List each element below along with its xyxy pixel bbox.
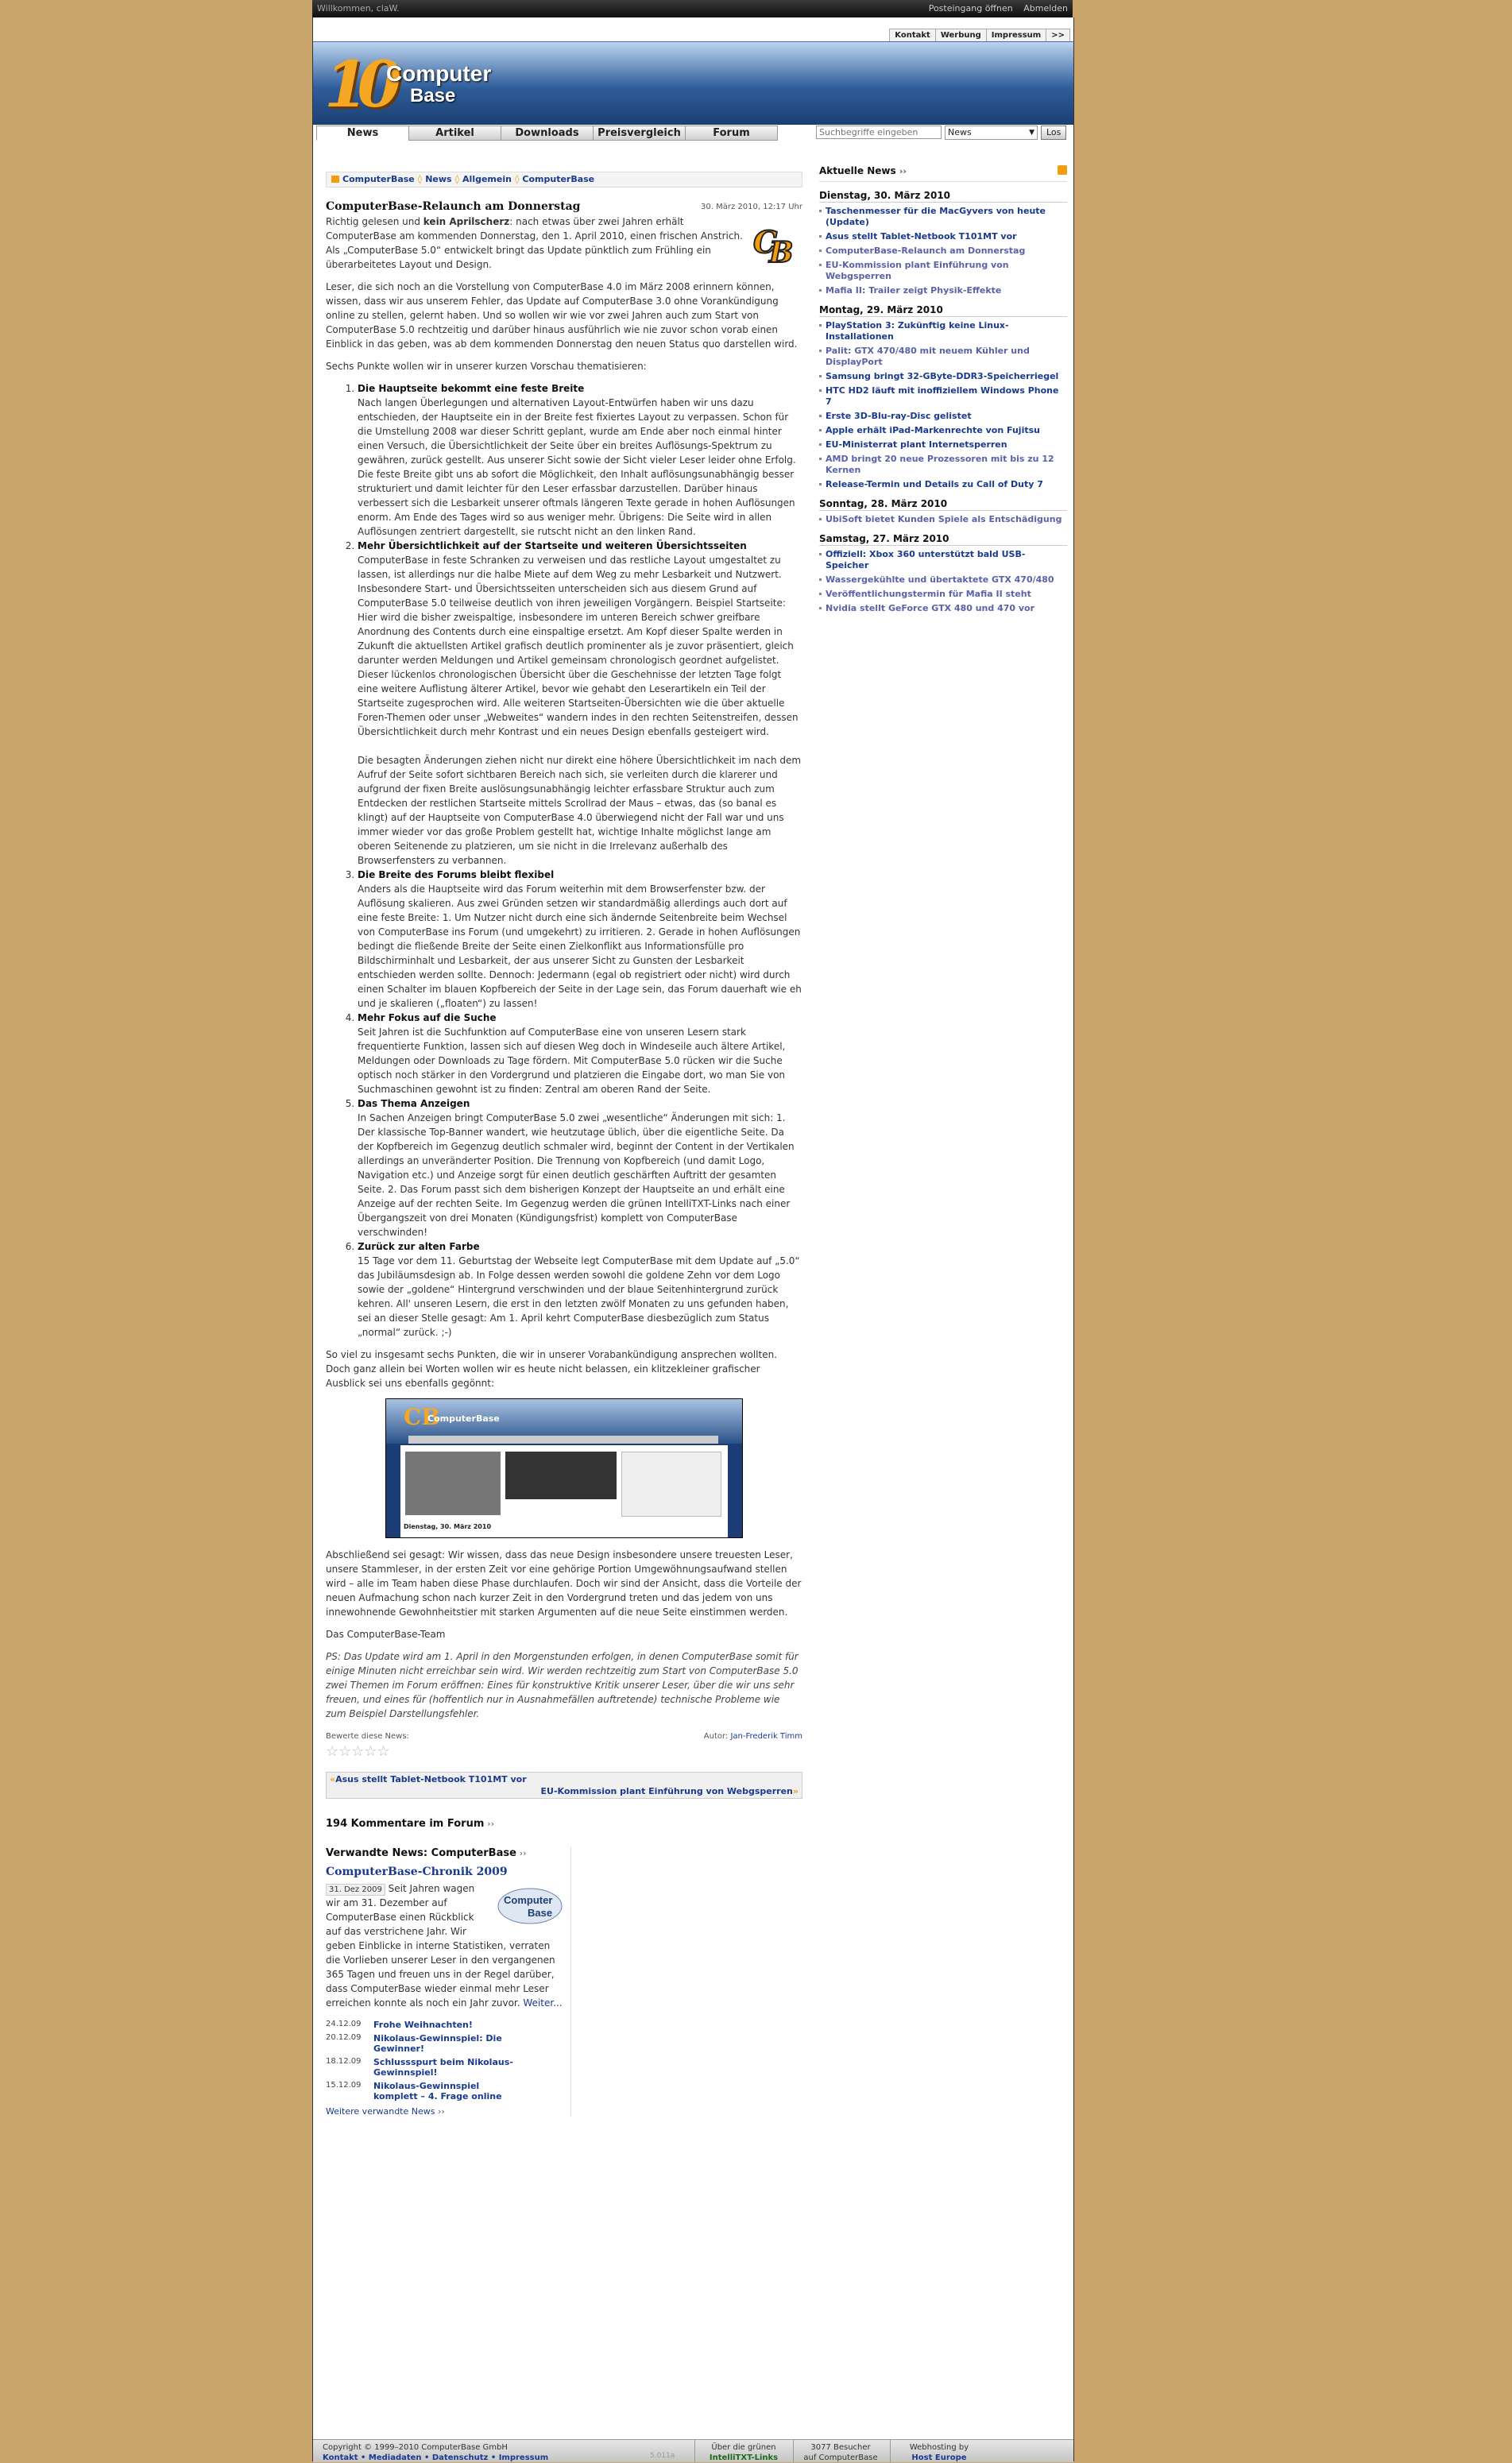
author-link[interactable]: Jan-Frederik Timm (730, 1732, 802, 1741)
sidebar-news-item[interactable]: UbiSoft bietet Kunden Spiele als Entschädigung (819, 514, 1067, 525)
logo-number: 10 (324, 47, 391, 122)
svg-text:C: C (753, 224, 778, 260)
list-item[interactable]: 24.12.09 Frohe Weihnachten! (326, 2020, 473, 2030)
svg-text:Computer: Computer (504, 1894, 553, 1906)
article-intro: Richtig gelesen und kein Aprilscherz: nach etwas über zwei Jahren erhält ComputerBase am kommenden Donnerstag, den 1. April 2010, einen frischen Anstrich. Als „ComputerBase 5.0“ entwickelt bringt das Update pünktlich zum Frühling ein überarbeitetes Layout und Design. C B (326, 215, 802, 272)
comments-link[interactable]: 194 Kommentare im Forum ›› (326, 1818, 495, 1830)
sidebar-news-item[interactable]: Nvidia stellt GeForce GTX 480 und 470 vor (819, 603, 1067, 614)
preview-date: Dienstag, 30. März 2010 (404, 1523, 492, 1530)
home-icon (331, 176, 339, 183)
footer-copyright: Copyright © 1999–2010 ComputerBase GmbH (323, 2443, 508, 2452)
article-paragraph: Sechs Punkte wollen wir in unserer kurzen Vorschau thematisieren: (326, 361, 647, 372)
article-title: ComputerBase-Relaunch am Donnerstag (326, 200, 581, 213)
sidebar-news-item[interactable]: EU-Ministerrat plant Internetsperren (819, 439, 1067, 450)
nav-forum[interactable]: Forum (685, 126, 778, 141)
sidebar-news-item[interactable]: Palit: GTX 470/480 mit neuem Kühler und DisplayPort (819, 346, 1067, 368)
nav-downloads[interactable]: Downloads (501, 126, 594, 141)
article-header (326, 200, 802, 215)
sidebar-news-item[interactable]: ComputerBase-Relaunch am Donnerstag (819, 246, 1067, 257)
point-item: 5. Das Thema Anzeigen In Sachen Anzeigen bringt ComputerBase 5.0 zwei „wesentliche“ Änderungen mit sich: 1. Der klassische Top-Banner wandert, wie heutzutage üblich, über die eigentliche Seite. Da der Kopfbereich im Gegenzug deutlich schmaler wird, beginnt der Content in der Vertikalen allerdings an unveränderter Position. Die Trennung von Kopfbereich (und damit Logo, Navigation etc.) und Anzeige sorgt für einen deutlich geschärften Auftritt der gesamten Seite. 2. Das Forum passt sich dem bisherigen Konzept der Hauptseite an und erhält eine Anzeige auf der rechten Seite. Im Gegenzug werden die grünen IntelliTXT-Links nach einer Übergangszeit von drei Monaten (Kündigungsfrist) komplett von ComputerBase verschwinden! (358, 1096, 802, 1239)
preview-screenshot[interactable]: CB ComputerBase Dienstag, 30. März 2010 (385, 1398, 743, 1538)
article-body (326, 215, 802, 1721)
point-item: 1. Die Hauptseite bekommt eine feste Breite Nach langen Überlegungen und alternativen Layout-Entwürfen haben wir uns dazu entschieden, der Hauptseite ein in der Breite fest fixiertes Layout zu verpassen. Schon für die Umstellung 2008 war dieser Schritt geplant, wurde am Ende aber noch einmal hinter einen Versuch, die Übersichtlichkeit der Seite über ein breites Auflösungs-Spektrum zu gewähren, zurück gestellt. Aus unserer Sicht sowie der Sicht vieler Leser leider ohne Erfolg. Die feste Breite gibt uns ab sofort die Möglichkeit, den Inhalt auflösungsunabhängig besser strukturiert und damit leichter für den Leser erfassbar darzustellen. Darüber hinaus verbessert sich die Lesbarkeit unserer oftmals längeren Texte gerade in hohen Auflösungen enorm. Am Ende des Tages wird so aus weniger mehr. Übrigens: Die Seite wird in allen Auflösungen zentriert dargestellt, sie rutscht nicht an den linken Rand. (358, 381, 802, 539)
sidebar-news-item[interactable]: Release-Termin und Details zu Call of Duty 7 (819, 479, 1067, 490)
logo-text-computer: Computer (386, 61, 492, 86)
site-header (313, 41, 1073, 125)
related-list (326, 2020, 564, 2101)
svg-text:B: B (769, 236, 794, 267)
sidebar-news-list (819, 320, 1067, 490)
sidebar-news-item[interactable]: HTC HD2 läuft mit inoffiziellem Windows Phone 7 (819, 385, 1067, 408)
svg-text:Base: Base (528, 1907, 553, 1919)
search-input[interactable] (816, 126, 942, 139)
top-user-bar (312, 0, 1073, 18)
logo-text-base: Base (410, 85, 456, 106)
meta-bar (313, 17, 1073, 41)
footer-intellitxt[interactable]: Über die grünen IntelliTXT-Links (709, 2443, 779, 2462)
sidebar-news-item[interactable]: Mafia II: Trailer zeigt Physik-Effekte (819, 285, 1067, 296)
sidebar-news-item[interactable]: Veröffentlichungstermin für Mafia II steht (819, 589, 1067, 600)
prev-article-link[interactable]: «Asus stellt Tablet-Netbook T101MT vor (330, 1774, 527, 1784)
sidebar-day-heading: Montag, 29. März 2010 (819, 304, 1067, 317)
double-arrow-icon: ›› (437, 2106, 445, 2117)
sidebar-news-list (819, 549, 1067, 614)
sidebar-news-item[interactable]: EU-Kommission plant Einführung von Webgsperren (819, 260, 1067, 282)
article-paragraph: So viel zu insgesamt sechs Punkten, die wir in unserer Vorabankündigung ansprechen wollten. Doch ganz allein bei Worten wollen wir es heute nicht belassen, ein klitzekleiner grafischer Ausblick sei uns ebenfalls gegönnt: (326, 1349, 778, 1389)
point-item: 4. Mehr Fokus auf die Suche Seit Jahren ist die Suchfunktion auf ComputerBase eine von unseren Lesern stark frequentierte Funktion, lassen sich auf diesen Weg doch in Windeseile auch ältere Artikel, Meldungen oder Downloads zu Tage fördern. Mit ComputerBase 5.0 rücken wir die Suche optisch noch stärker in den Vordergrund und platzieren die Eingabe dort, wo man Sie von Suchmaschinen gewohnt ist zu finden: Zentral am oberen Rand der Seite. (358, 1011, 802, 1096)
sidebar-heading[interactable]: Aktuelle News ›› (819, 165, 1067, 182)
point-item: 6. Zurück zur alten Farbe 15 Tage vor dem 11. Geburtstag der Webseite legt ComputerBase mit dem Update auf „5.0“ das Jubiläumsdesign ab. In Folge dessen werden sowohl die goldene Zehn vor dem Logo sowie der „goldene“ Hintergrund verschwinden und der blaue Seitenhintergrund zurück kehren. All' unseren Lesern, die erst in den letzten zwölf Monaten zu uns gefunden haben, sei an dieser Stelle gesagt: Am 1. April kehrt ComputerBase diesbezüglich zum Status „normal“ zurück. ;-) (358, 1239, 802, 1340)
list-item[interactable]: 18.12.09 Schlussspurt beim Nikolaus-Gewinnspiel! (326, 2057, 513, 2078)
chevron-down-icon: ▼ (1029, 129, 1034, 137)
related-heading: Verwandte News: ComputerBase ›› (326, 1847, 527, 1859)
double-arrow-icon: ›› (487, 1819, 495, 1829)
sidebar-news-item[interactable]: Samsung bringt 32-GByte-DDR3-Speicherriegel (819, 371, 1067, 382)
list-item[interactable]: 20.12.09 Nikolaus-Gewinnspiel: Die Gewinner! (326, 2033, 502, 2054)
footer-visitors: 3077 Besucher auf ComputerBase (803, 2443, 878, 2462)
sidebar-news-item[interactable]: PlayStation 3: Zukünftig keine Linux-Installationen (819, 320, 1067, 342)
search-button[interactable]: Los (1041, 126, 1066, 140)
related-body (326, 1881, 564, 2010)
sidebar-news-list (819, 206, 1067, 296)
search-bar (816, 126, 1066, 140)
breadcrumb-item[interactable]: ComputerBase (522, 174, 595, 184)
breadcrumb-item[interactable]: News (425, 174, 452, 184)
sidebar-news-item[interactable]: Taschenmesser für die MacGyvers von heute (Update) (819, 206, 1067, 228)
rss-icon[interactable] (1058, 165, 1067, 175)
article-ps: PS: Das Update wird am 1. April in den Morgenstunden erfolgen, in denen ComputerBase somit für einige Minuten nicht erreichbar sein wird. Wir werden rechtzeitig zum Start von ComputerBase 5.0 zwei Themen im Forum eröffnen: Eines für konstruktive Kritik unserer Leser, über die wir uns sehr freuen, und eines für (hoffentlich nur in Ausnahmefällen auftretende) technische Probleme wie zum Beispiel Darstellungsfehler. (326, 1651, 799, 1719)
double-arrow-icon: ›› (519, 1848, 527, 1858)
nav-price-comparison[interactable]: Preisvergleich (593, 126, 686, 141)
point-item: 2. Mehr Übersichtlichkeit auf der Startseite und weiteren Übersichtsseiten ComputerBase in feste Schranken zu verweisen und das restliche Layout umgestaltet zu lassen, ist allerdings nur die halbe Miete auf dem Weg zu mehr Lesbarkeit und Nutzwert. Insbesondere Start- und Übersichtsseiten unterscheiden sich aus diesem Grund auf ComputerBase 5.0 teilweise deutlich von ihren jeweiligen Vorgängern. Beispiel Startseite: Hier wird die bisher zweispaltige, insbesondere im unteren Bereich schwer greifbare Anordnung des Contents durch eine einspaltige ersetzt. Am Kopf dieser Spalte werden in Zukunft die aktuellsten Artikel grafisch deutlich prominenter als je zuvor präsentiert, gleich darunter werden Meldungen und Artikel gemeinsam chronologisch geordnet aufgelistet. Dieser lückenlos chronologischen Übersicht über die Geschehnisse der letzten Tage folgt eine weitere Auflistung älterer Artikel, bevor wie gehabt den Leserartikeln ein Teil der Startseite zugesprochen wird. Alle weiteren Startseiten-Übersichten wie die über aktuelle Foren-Themen oder unser „Webweites“ wandern indes in den rechten Seitenstreifen, dessen Übersichtlichkeit durch mehr Kontrast und ein neues Design ebenfalls gesteigert wird. Die besagten Änderungen ziehen nicht nur direkt eine höhere Übersichtlichkeit im nach dem Aufruf der Seite sofort sichtbaren Bereich nach sich, sie verleiten durch die klarerer und aufgrund der fixen Breite auslösungsunabhängig leichter erfassbare Struktur auch zum Entdecken der restlichen Startseite mittels Scrollrad der Maus – etwas, das (so banal es klingt) auf der Hauptseite von ComputerBase 4.0 überwiegend nicht der Fall war und uns immer wieder vor das große Problem gestellt hat, wichtige Inhalte möglichst lange am oberen Seitenende zu platzieren, um sie nicht in die Irrelevanz außerhalb des Browserfensters zu verbannen. (358, 539, 802, 868)
article-points-list (326, 381, 802, 1340)
sidebar-day-heading: Dienstag, 30. März 2010 (819, 190, 1067, 203)
search-scope-select[interactable] (945, 126, 1038, 140)
sidebar-news-item[interactable]: AMD bringt 20 neue Prozessoren mit bis zu 12 Kernen (819, 454, 1067, 476)
article-signature: Das ComputerBase-Team (326, 1629, 446, 1640)
computerbase-logo[interactable] (324, 47, 499, 122)
author-line: Autor: Jan-Frederik Timm (703, 1732, 802, 1741)
cb-logo-icon (750, 219, 798, 267)
article-paragraph: Leser, die sich noch an die Vorstellung von ComputerBase 4.0 im März 2008 erinnern können, wissen, dass wir aus unserem Fehler, das Update auf ComputerBase 3.0 ohne Vorankündigung online zu stellen, gelernt haben. Und so wollen wir wie vor zwei Jahren auch zum Start von ComputerBase 5.0 rechtzeitig und darüber hinaus ausführlich wie nie zuvor schon vorab einen Einblick in das geben, was ab dem kommenden Donnerstag den neuen Status quo darstellen wird. (326, 281, 798, 350)
breadcrumb-item[interactable]: Allgemein (462, 174, 512, 184)
article-paragraph: Abschließend sei gesagt: Wir wissen, dass das neue Design insbesondere unsere treuesten Leser, unsere Stammleser, in der ersten Zeit vor eine gehörige Portion Umgewöhnungsaufwand stellen wird – alle im Team haben diese Phase durchlaufen. Doch wir sind der Ansicht, dass die Vorteile der neuen Aufmachung schon nach kurzer Zeit in den Vordergrund treten und das jedem von uns innewohnende Gewohnheitstier mit starken Argumenten auf die neue Seite einstimmen werden. (326, 1549, 802, 1618)
computerbase-small-logo (496, 1886, 564, 1926)
related-text: Seit Jahren wagen wir am 31. Dezember auf ComputerBase einen Rückblick auf das verstrichene Jahr. Wir geben Einblicke in interne Statistiken, verraten die Vorlieben unserer Leser in den vergangenen 365 Tagen und freuen uns in der Regel darüber, dass ComputerBase wieder einmal mehr Leser erreichen konnte als noch ein Jahr zuvor. (326, 1883, 555, 2009)
footer (313, 2439, 1073, 2462)
preview-logo-text: ComputerBase (427, 1413, 500, 1424)
breadcrumb-item[interactable]: ComputerBase (342, 174, 415, 184)
related-date: 31. Dez 2009 (326, 1884, 385, 1896)
footer-hosting[interactable]: Webhosting by Host Europe (909, 2443, 969, 2462)
related-more-link[interactable]: Weiter... (523, 1997, 563, 2009)
more-related-link[interactable]: Weitere verwandte News ›› (326, 2106, 445, 2117)
prev-next-nav (326, 1772, 802, 1799)
search-scope-value: News (948, 127, 972, 137)
rating-label: Bewerte diese News: (326, 1732, 409, 1741)
meta-link-more[interactable]: >> (1046, 29, 1070, 42)
main-nav (316, 126, 777, 141)
main-content (326, 159, 802, 2117)
footer-links[interactable]: Kontakt • Mediadaten • Datenschutz • Impressum (323, 2453, 549, 2462)
arrow-left-icon: « (330, 1774, 336, 1784)
nav-articles[interactable]: Artikel (408, 126, 501, 141)
rating-stars[interactable]: ☆☆☆☆☆ (326, 1743, 390, 1760)
related-title-link[interactable]: ComputerBase-Chronik 2009 (326, 1866, 508, 1878)
point-item: 3. Die Breite des Forums bleibt flexibel Anders als die Hauptseite wird das Forum weiterhin mit dem Browserfenster bzw. der Auflösung skalieren. Aus zwei Gründen setzen wir standardmäßig allerdings auch dort auf eine feste Breite: 1. Um Nutzer nicht durch eine sich ändernde Seitenbreite beim Wechsel von ComputerBase ins Forum (und umgekehrt) zu irritieren. 2. Gerade in hohen Auflösungen bedingt die fließende Breite der Seite einen Zielkonflikt aus Informationsfülle pro Bildschirminhalt und Lesbarkeit, der aus unserer Sicht zu Gunsten der Lesbarkeit entschieden werden sollte. Dennoch: Jedermann (egal ob registriert oder nicht) wird durch einen Schalter im blauen Kopfbereich der Seite in der Lage sein, das Forum dauerhaft wie eh und je skalieren („floaten“) zu lassen! (358, 868, 802, 1011)
sidebar-news-item[interactable]: Wassergekühlte und übertaktete GTX 470/480 (819, 574, 1067, 586)
sidebar-news-item[interactable]: Erste 3D-Blu-ray-Disc gelistet (819, 411, 1067, 422)
rating-row (326, 1732, 802, 1764)
double-arrow-icon: ›› (899, 166, 907, 176)
next-article-link[interactable]: EU-Kommission plant Einführung von Webgsperren» (540, 1786, 799, 1796)
sidebar-day-heading: Samstag, 27. März 2010 (819, 533, 1067, 546)
sidebar-news-item[interactable]: Offiziell: Xbox 360 unterstützt bald USB-Speicher (819, 549, 1067, 571)
navigation-row (313, 125, 1073, 141)
related-news (326, 1847, 571, 2117)
sidebar-news-item[interactable]: Asus stellt Tablet-Netbook T101MT vor (819, 231, 1067, 242)
arrow-right-icon: » (792, 1786, 799, 1796)
page-wrapper (312, 17, 1074, 2461)
meta-link-contact[interactable]: Kontakt (889, 29, 935, 42)
sidebar-news-list (819, 514, 1067, 525)
welcome-text: Willkommen, claW. (317, 3, 400, 14)
sidebar-day-heading: Sonntag, 28. März 2010 (819, 498, 1067, 511)
meta-link-imprint[interactable]: Impressum (986, 29, 1046, 42)
sidebar-news-item[interactable]: Apple erhält iPad-Markenrechte von Fujitsu (819, 425, 1067, 436)
breadcrumb: ComputerBase ◊ News ◊ Allgemein ◊ ComputerBase (326, 172, 802, 188)
meta-link-advertising[interactable]: Werbung (935, 29, 986, 42)
list-item[interactable]: 15.12.09 Nikolaus-Gewinnspiel komplett – 4. Frage online (326, 2081, 502, 2101)
footer-version: 5.011a (650, 2452, 675, 2460)
inbox-link[interactable]: Posteingang öffnen (928, 3, 1013, 14)
nav-news[interactable]: News (316, 126, 409, 141)
sidebar (819, 165, 1067, 617)
article-date: 30. März 2010, 12:17 Uhr (701, 203, 802, 211)
logout-link[interactable]: Abmelden (1023, 3, 1068, 14)
